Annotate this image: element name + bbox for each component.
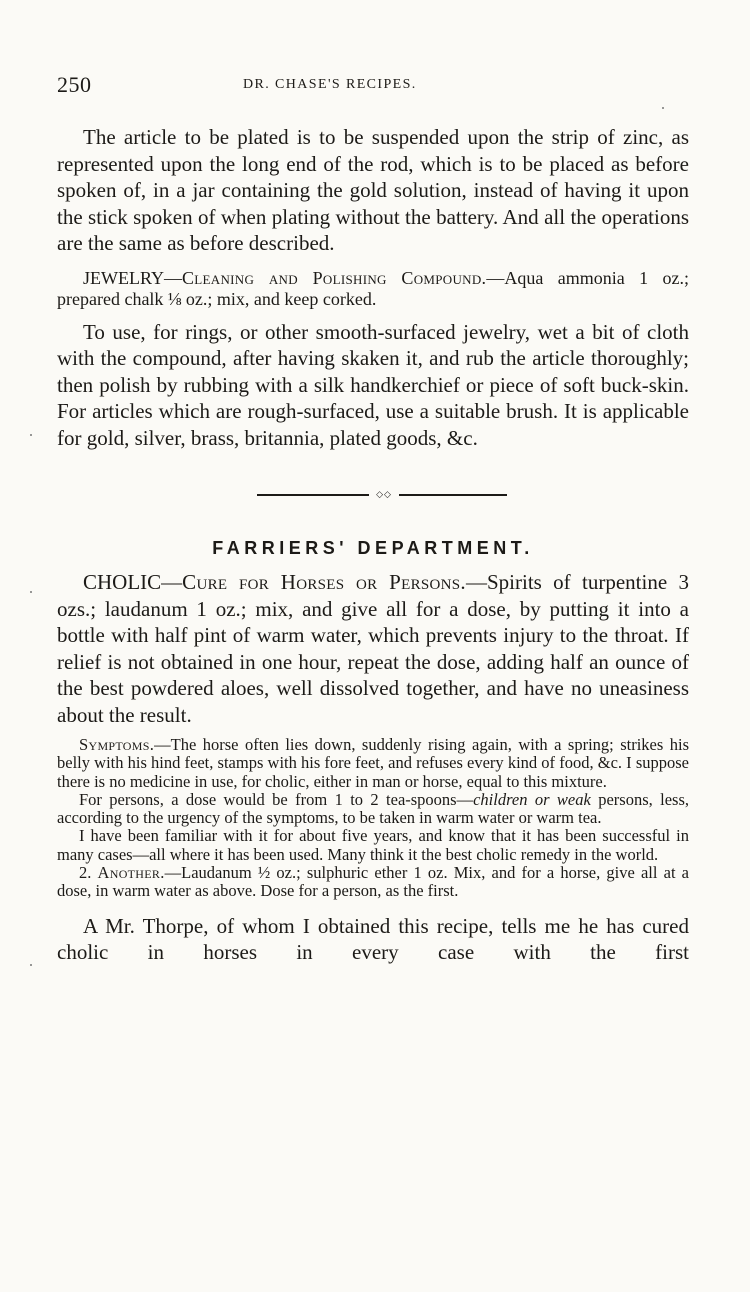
another-recipe	[57, 864, 689, 901]
running-title: DR. CHASE'S RECIPES.	[243, 77, 417, 92]
persons-text-before: For persons, a dose would be from 1 to 2 tea-spoons—	[79, 789, 474, 809]
divider-line-right	[399, 494, 507, 496]
page-header	[57, 72, 689, 102]
persons-text-after: persons, less, according to the urgency of the symptoms, to be taken in warm water or warm tea.	[57, 789, 689, 828]
symptoms-paragraph	[57, 736, 689, 791]
jewelry-usage	[57, 319, 689, 452]
divider-rule	[257, 489, 507, 499]
thorpe-text: A Mr. Thorpe, of whom I obtained this recipe, tells me he has cured cholic in horses in every case with the first	[57, 913, 689, 965]
margin-speck	[30, 591, 32, 593]
jewelry-recipe	[57, 268, 689, 311]
familiar-text: I have been familiar with it for about five years, and know that it has been successful in many cases—all where it has been used. Many think it the best cholic remedy in the world.	[57, 826, 689, 864]
thorpe-paragraph	[57, 913, 689, 966]
jewelry-subheading: Cleaning and Polishing Compound.	[182, 267, 487, 288]
persons-italic: children or weak	[473, 789, 591, 809]
another-text: —Laudanum ½ oz.; sulphuric ether 1 oz. Mix, and for a horse, give all at a dose, in warm water as above. Dose for a person, as the first.	[57, 863, 690, 901]
jewelry-heading: JEWELRY—	[83, 267, 182, 288]
gilding-text: The article to be plated is to be suspended upon the strip of zinc, as represented upon the long end of the rod, which is to be placed as before spoken of, in a jar containing the gold solution, instead of having it upon the stick spoken of when plating without the battery. And all the operations are the same as before described.	[57, 125, 689, 255]
book-page	[57, 72, 689, 966]
divider-line-left	[257, 494, 369, 496]
cholic-recipe	[57, 569, 689, 728]
familiar-paragraph	[57, 827, 689, 864]
another-number: 2.	[79, 863, 98, 883]
symptoms-text: —The horse often lies down, suddenly rising again, with a spring; strikes his belly with his hind feet, stamps with his fore feet, and refuses every kind of food, &c. I suppose there is no medicine in use, for cholic, either in man or horse, equal to this mixture.	[57, 735, 689, 791]
margin-speck	[30, 434, 32, 436]
jewelry-recipe-text: —Aqua ammonia 1 oz.; prepared chalk ⅛ oz.; mix, and keep corked.	[57, 267, 689, 309]
persons-paragraph	[57, 791, 689, 828]
symptoms-label: Symptoms.	[79, 735, 155, 754]
page-number: 250	[57, 72, 92, 97]
gilding-paragraph	[57, 124, 689, 257]
cholic-heading: CHOLIC—	[83, 570, 183, 594]
margin-speck	[30, 964, 32, 966]
another-label: Another.	[97, 863, 165, 883]
divider-ornament: ◇◇	[376, 489, 392, 499]
jewelry-usage-text: To use, for rings, or other smooth-surfaced jewelry, wet a bit of cloth with the compound, after having skaken it, and rub the article thoroughly; then polish by rubbing with a silk handkerchief or piece of soft buck-skin. For articles which are rough-surfaced, use a suitable brush. It is applicable for gold, silver, brass, britannia, plated goods, &c.	[57, 319, 689, 450]
cholic-text: —Spirits of turpentine 3 ozs.; laudanum 1 oz.; mix, and give all for a dose, by putting it into a bottle with half pint of warm water, which prevents injury to the throat. If relief is not obtained in one hour, repeat the dose, adding half an ounce of the best powdered aloes, well dissolved together, and have no uneasiness about the result.	[57, 570, 690, 727]
section-divider	[57, 484, 689, 504]
cholic-subheading: Cure for Horses or Persons.	[182, 570, 466, 594]
section-title: FARRIERS' DEPARTMENT.	[212, 538, 534, 558]
